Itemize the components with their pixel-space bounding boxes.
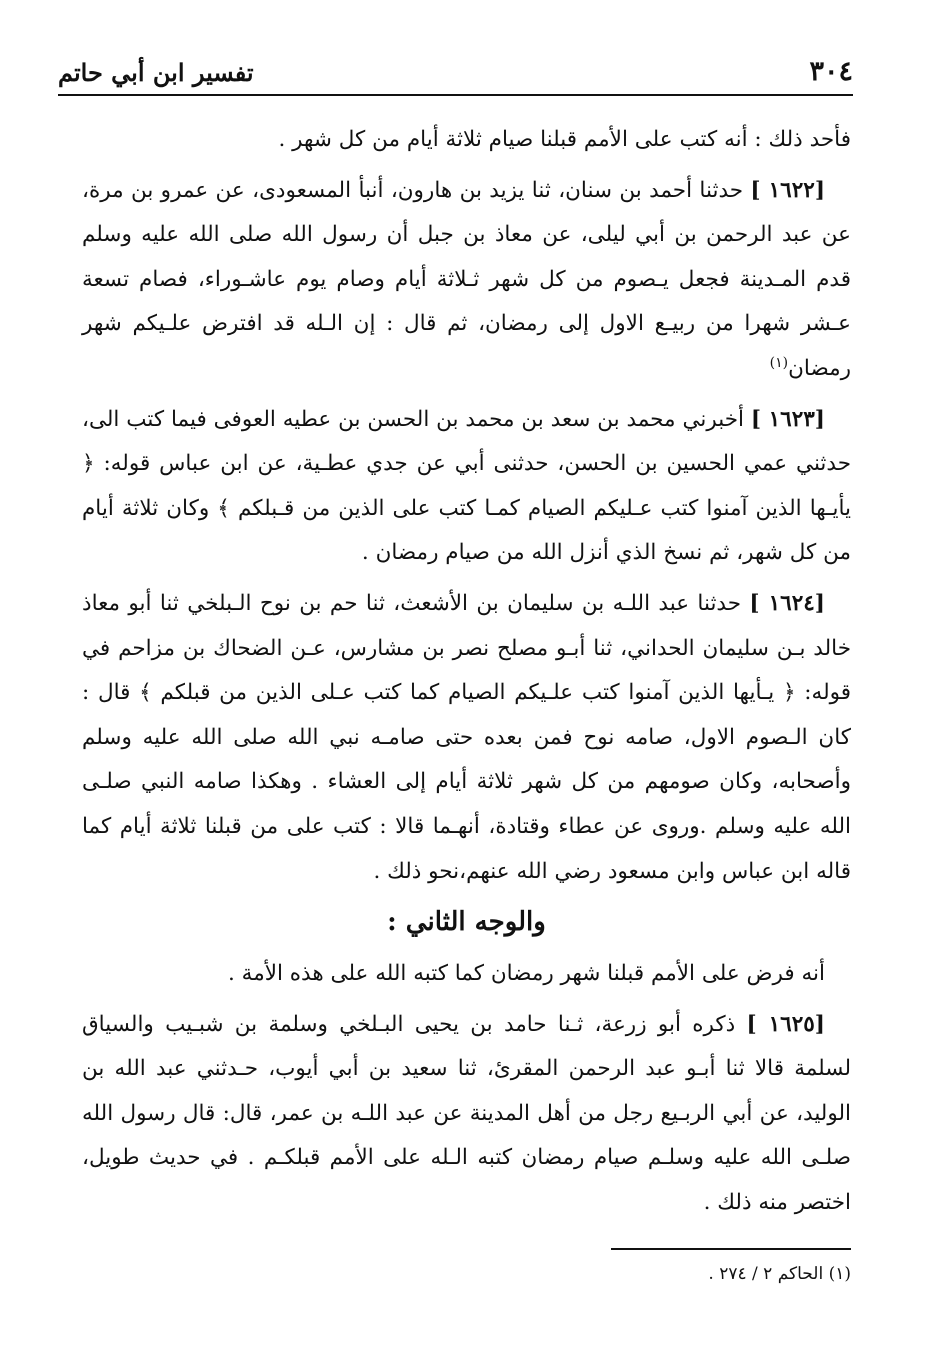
footnote-reference: (١): [769, 354, 789, 371]
paragraph-text: حدثنا عبد اللـه بن سليمان بن الأشعث، ثنا حم بن نوح الـبلخي ثنا أبو معاذ خالد بـن سليمان الحداني، ثنا أبـو مصلح نصر بن مشارس، عـن الضحاك بن مزاحم في قوله: ﴿ يـأيها الذين آمنوا كتب علـيكم الصيام كما كتب عـلى الذين من قبلكم ﴾ قال : كان الـصوم الاول، صامه نوح فمن بعده حتى صامـه نبي الله صلى الله عليه وسلم وأصحابه، وكان صومهم من كل شهر ثلاثة أيام إلى العشاء . وهكذا صامه النبي صلـى الله عليه وسلم .وروى عن عطاء وقتادة، أنهـما قالا : كتب على من قبلنا ثلاثة أيام كما قاله ابن عباس وابن مسعود رضي الله عنهم،نحو ذلك .: [82, 590, 851, 884]
footnote: (١) الحاكم ٢ / ٢٧٤ .: [708, 1264, 851, 1284]
paragraph-intro: [82, 118, 851, 163]
paragraph-text: أخبرني محمد بن سعد بن محمد بن الحسن بن عطيه العوفى فيما كتب الى، حدثني عمي الحسين بن الحسن، حدثنى أبي عن جدي عطـية، عن ابن عباس قوله: ﴿ يأيـها الذين آمنوا كتب عـليكم الصيام كمـا كتب على الذين من قـبلكم ﴾ وكان ثلاثة أيام من كل شهر، ثم نسخ الذي أنزل الله من صيام رمضان .: [82, 406, 851, 566]
page-number: ٣٠٤: [809, 56, 853, 87]
paragraph-text: أنه فرض على الأمم قبلنا شهر رمضان كما كتبه الله على هذه الأمة .: [228, 961, 825, 987]
paragraph-text: ذكره أبو زرعة، ثـنا حامد بن يحيى البـلخي وسلمة بن شبـيب والسياق لسلمة قالا ثنا أبـو عبد الرحمن المقرئ، ثنا سعيد بن أبي أيوب، حـدثني عبد الله بن الوليد، عن أبي الربـيع رجل من أهل المدينة عن عبد اللـه بن عمر، قال: قال رسول الله صلـى الله عليه وسلـم صيام رمضان كتبه الـله على الأمم قبلكـم . في حديث طويل، اختصر منه ذلك .: [82, 1011, 851, 1216]
running-title: تفسير ابن أبي حاتم: [58, 58, 254, 87]
page-header: [58, 52, 853, 96]
hadith-number: [١٦٢٥ ]: [746, 1011, 825, 1037]
header-rule: [58, 94, 853, 96]
paragraph-1624: [82, 582, 851, 894]
paragraph-text: حدثنا أحمد بن سنان، ثنا يزيد بن هارون، أنبأ المسعودى، عن عمرو بن مرة، عن عبد الرحمن بن أبي ليلى، عن معاذ بن جبل أن رسول الله صلى الله عليه وسلم قدم المـدينة فجعل يـصوم من كل شهر ثـلاثة أيام وصام يوم عاشـوراء، فصام تسعة عـشر شهرا من ربيـع الاول إلى رمضان، ثم قال : إن الـله قد افترض علـيكم شهر رمضان: [82, 177, 851, 381]
paragraph-1622: [82, 169, 851, 392]
paragraph-text: فأحد ذلك : أنه كتب على الأمم قبلنا صيام ثلاثة أيام من كل شهر .: [278, 127, 851, 152]
hadith-number: [١٦٢٢ ]: [750, 177, 825, 203]
paragraph-1623: [82, 398, 851, 576]
body-text: [82, 118, 851, 1232]
section-heading: والوجه الثاني :: [387, 907, 546, 938]
footnote-rule: [611, 1248, 851, 1250]
paragraph-second-view: [82, 952, 851, 997]
paragraph-1625: [82, 1003, 851, 1226]
hadith-number: [١٦٢٣ ]: [750, 406, 825, 432]
hadith-number: [١٦٢٤ ]: [749, 590, 825, 616]
